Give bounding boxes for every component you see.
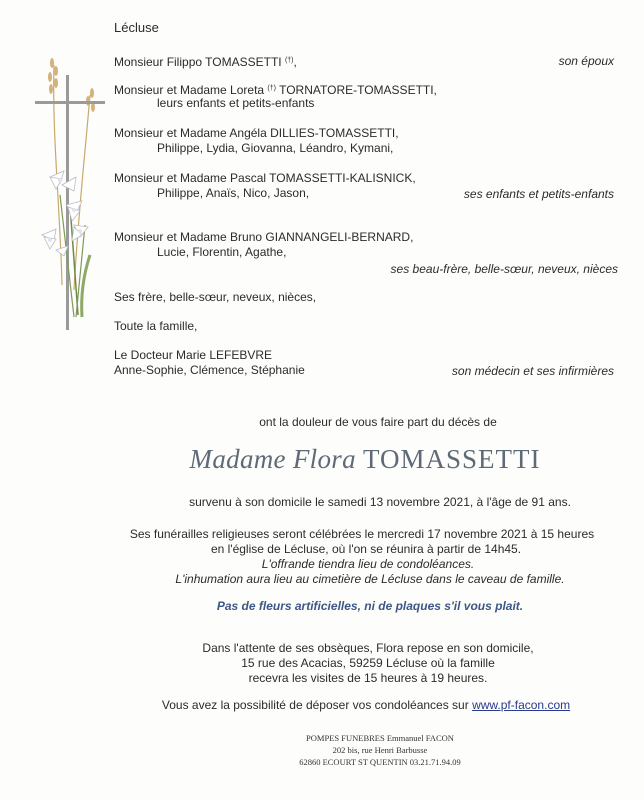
funeral-line-2: en l'église de Lécluse, où l'on se réunira à partir de 14h45. — [210, 542, 522, 556]
family-subline-angela: Philippe, Lydia, Giovanna, Léandro, Kymani, — [157, 141, 394, 155]
family-suffix-husband: , — [293, 55, 297, 69]
condolences-text: Vous avez la possibilité de déposer vos condoléances sur — [161, 698, 469, 712]
offering-note: L'offrande tiendra lieu de condoléances. — [261, 557, 475, 571]
family-line-angela: Monsieur et Madame Angéla DILLIES-TOMASSETTI, — [114, 126, 399, 140]
no-flowers-note: Pas de fleurs artificielles, ni de plaques s'il vous plait. — [216, 599, 524, 613]
family-subline-pascal: Philippe, Anaïs, Nico, Jason, — [157, 186, 310, 200]
family-suffix-loreta: TORNATORE-TOMASSETTI, — [275, 83, 437, 97]
family-line-bruno: Monsieur et Madame Bruno GIANNANGELI-BERNARD, — [114, 230, 414, 244]
announcement-intro: ont la douleur de vous faire part du décès de — [259, 415, 497, 429]
family-subline-doctor: Anne-Sophie, Clémence, Stéphanie — [114, 363, 305, 377]
rest-line-1: Dans l'attente de ses obsèques, Flora repose en son domicile, — [202, 641, 534, 655]
family-line-all-family: Toute la famille, — [114, 319, 198, 333]
family-name-loreta: Monsieur et Madame Loreta — [114, 83, 265, 97]
funeral-home-name: POMPES FUNEBRES Emmanuel FACON — [306, 733, 454, 743]
family-line-siblings: Ses frère, belle-sœur, neveux, nièces, — [114, 290, 317, 304]
burial-note: L'inhumation aura lieu au cimetière de Lécluse dans le caveau de famille. — [175, 572, 565, 586]
family-role-doctor: son médecin et ses infirmières — [451, 364, 614, 378]
family-role-children: ses enfants et petits-enfants — [463, 187, 614, 201]
condolences-line — [44, 698, 644, 713]
death-notice: survenu à son domicile le samedi 13 novembre 2021, à l'âge de 91 ans. — [189, 495, 571, 509]
cross-with-lilies-illustration — [30, 55, 110, 335]
family-line-doctor: Le Docteur Marie LEFEBVRE — [114, 348, 273, 362]
family-role-husband: son époux — [558, 54, 614, 68]
village-heading: Lécluse — [114, 20, 159, 35]
funeral-line-1: Ses funérailles religieuses seront célébrées le mercredi 17 novembre 2021 à 15 heures — [129, 527, 595, 541]
family-line-pascal: Monsieur et Madame Pascal TOMASSETTI-KALISNICK, — [114, 171, 416, 185]
deceased-title: Madame Flora — [189, 444, 356, 474]
family-subline-bruno: Lucie, Florentin, Agathe, — [157, 245, 287, 259]
family-role-in-laws: ses beau-frère, belle-sœur, neveux, nièces — [390, 262, 618, 276]
funeral-home-city-phone: 62860 ECOURT ST QUENTIN 03.21.71.94.09 — [299, 757, 461, 767]
deceased-mark: (†) — [284, 57, 294, 64]
family-name-husband: Monsieur Filippo TOMASSETTI — [114, 55, 282, 69]
deceased-name — [0, 444, 644, 475]
rest-line-2: 15 rue des Acacias, 59259 Lécluse où la famille — [241, 656, 495, 670]
deceased-surname: TOMASSETTI — [362, 444, 541, 474]
deceased-mark: (†) — [267, 85, 276, 92]
condolences-link[interactable]: www.pf-facon.com — [472, 698, 571, 712]
family-subline-loreta: leurs enfants et petits-enfants — [157, 96, 315, 110]
funeral-home-address: 202 bis, rue Henri Barbusse — [332, 745, 428, 755]
family-line-husband — [114, 53, 297, 70]
rest-line-3: recevra les visites de 15 heures à 19 heures. — [248, 671, 488, 685]
